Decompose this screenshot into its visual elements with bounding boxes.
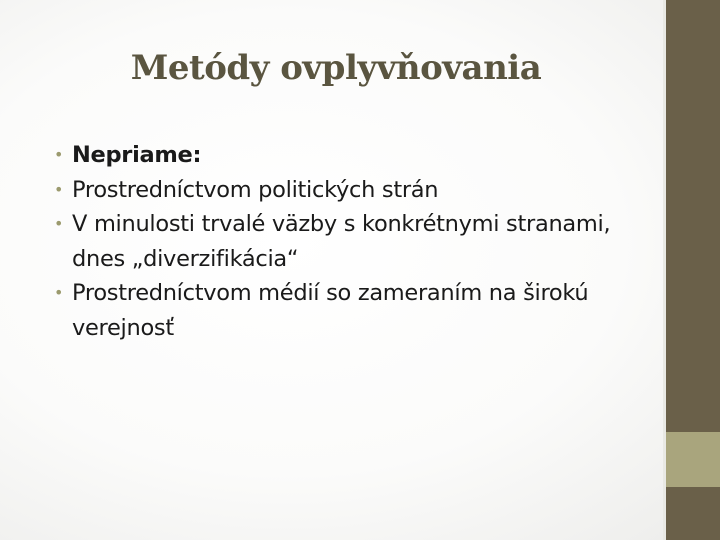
bullet-list	[38, 138, 648, 345]
bullet-item	[38, 276, 648, 345]
bullet-item	[38, 138, 648, 173]
bullet-marker: •	[54, 145, 64, 164]
bullet-text: Prostredníctvom médií so zameraním na širokú verejnosť	[72, 280, 589, 341]
bullet-marker: •	[54, 214, 64, 233]
side-band-accent	[666, 432, 720, 487]
bullet-text: Nepriame:	[72, 142, 202, 168]
bullet-marker: •	[54, 179, 64, 199]
bullet-item	[38, 207, 648, 276]
slide-title: Metódy ovplyvňovania	[130, 48, 542, 88]
bullet-text: Prostredníctvom politických strán	[72, 176, 439, 203]
bullet-text: V minulosti trvalé väzby s konkrétnymi stranami, dnes „diverzifikácia“	[72, 211, 611, 272]
bullet-item	[38, 173, 648, 208]
bullet-marker: •	[54, 283, 64, 302]
